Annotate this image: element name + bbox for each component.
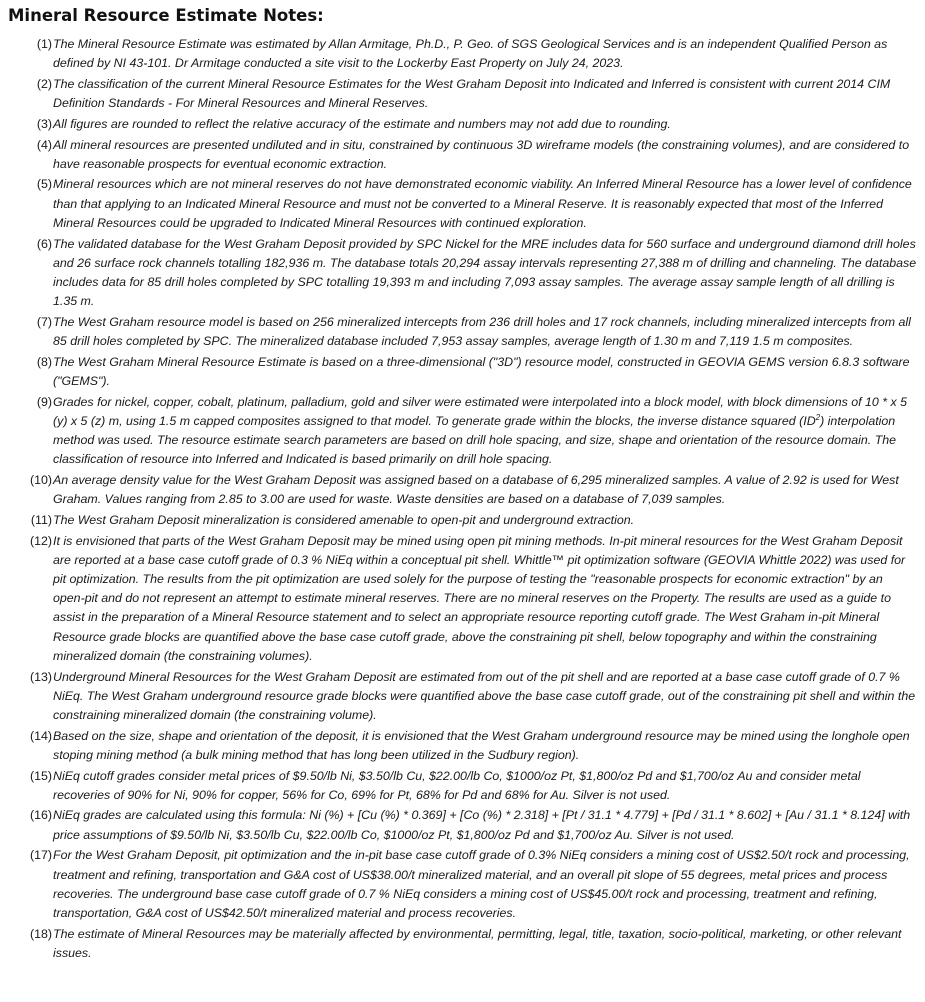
note-17 [8,846,917,923]
note-number: (17) [29,848,52,863]
note-text: NiEq cutoff grades consider metal prices of $9.50/lb Ni, $3.50/lb Cu, $22.00/lb Co, $1000/oz Pt, $1,800/oz Pd and $1,700/oz Au and consider metal recoveries of 90% for Ni, 90% for copper, 56% for Co, 69% for Pt, 68% for Pd and 68% for Au. Silver is not used. [53,768,861,802]
note-text: For the West Graham Deposit, pit optimization and the in-pit base case cutoff grade of 0.3% NiEq considers a mining cost of US$2.50/t rock and processing, treatment and refining, transportation and G&A cost of US$38.00/t mineralized material, and an overall pit slope of 55 degrees, metal prices and process recoveries. The underground base case cutoff grade of 0.7 % NiEq considers a mining cost of US$45.00/t rock and processing, treatment and refining, transportation, G&A cost of US$42.50/t mineralized material and process recoveries. [53,848,910,920]
note-text-part: ) interpolation method was used. The resource estimate search parameters are based on drill hole spacing, and size, shape and orientation of the resource domain. The classification of resource into Inferred and Indicated is based primarily on drill hole spacing. [53,413,897,467]
note-number: (18) [29,926,52,941]
note-number: (7) [36,314,52,329]
note-text: Based on the size, shape and orientation of the deposit, it is envisioned that the West Graham underground resource may be mined using the longhole open stoping mining method (a bulk mining method that has long been utilized in the Sudbury region). [53,728,910,762]
note-10 [8,471,917,509]
note-16 [8,806,917,844]
note-text: All mineral resources are presented undiluted and in situ, constrained by continuous 3D wireframe models (the constraining volumes), and are considered to have reasonable prospects for eventual economic extraction. [53,137,910,171]
note-number: (3) [36,116,52,131]
note-text-part: Grades for nickel, copper, cobalt, platinum, palladium, gold and silver were estimated were interpolated into a block model, with block dimensions of 10 * x 5 (y) x 5 (z) m, using 1.5 m capped composites assigned to that model. To generate grade within the blocks, the inverse distance squared (ID [53,394,908,428]
notes-list [8,35,917,963]
note-2 [8,75,917,113]
note-15 [8,767,917,805]
note-14 [8,727,917,765]
note-text [52,393,917,470]
note-text: The estimate of Mineral Resources may be materially affected by environmental, permitting, legal, title, taxation, socio-political, marketing, or other relevant issues. [53,926,902,960]
note-number: (15) [29,768,52,783]
note-9 [8,393,917,470]
note-number: (2) [36,76,52,91]
note-text: NiEq grades are calculated using this formula: Ni (%) + [Cu (%) * 0.369] + [Co (%) * 2.318] + [Pt / 31.1 * 4.779] + [Pd / 31.1 * 8.602] + [Au / 31.1 * 8.124] with price assumptions of $9.50/lb Ni, $3.50/lb Cu, $22.00/lb Co, $1000/oz Pt, $1,800/oz Pd and $1,700/oz Au. Silver is not used. [53,808,911,842]
note-number: (16) [29,808,52,823]
note-7 [8,313,917,351]
note-number: (5) [36,177,52,192]
note-text: It is envisioned that parts of the West Graham Deposit may be mined using open pit mining methods. In-pit mineral resources for the West Graham Deposit are reported at a base case cutoff grade of 0.3 % NiEq within a conceptual pit shell. Whittle™ pit optimization software (GEOVIA Whittle 2022) was used for pit optimization. The results from the pit optimization are used solely for the purpose of testing the "reasonable prospects for economic extraction" by an open-pit and do not represent an attempt to estimate mineral reserves. There are no mineral reserves on the Property. The results are used as a guide to assist in the preparation of a Mineral Resource statement and to select an appropriate resource reporting cutoff grade. The West Graham in-pit Mineral Resource grade blocks are quantified above the base case cutoff grade, above the constraining pit shell, below topography and within the constraining mineralized domain (the constraining volumes). [53,533,906,663]
note-8 [8,353,917,391]
note-text: The West Graham Mineral Resource Estimate is based on a three-dimensional ("3D") resource model, constructed in GEOVIA GEMS version 6.8.3 software ("GEMS"). [53,354,910,388]
note-text: The West Graham Deposit mineralization is considered amenable to open-pit and underground extraction. [53,512,635,527]
note-number: (14) [29,728,52,743]
note-number: (4) [36,137,52,152]
note-11 [8,511,917,530]
note-text: The Mineral Resource Estimate was estimated by Allan Armitage, Ph.D., P. Geo. of SGS Geological Services and is an independent Qualified Person as defined by NI 43-101. Dr Armitage conducted a site visit to the Lockerby East Property on July 24, 2023. [53,37,888,71]
note-number: (8) [36,354,52,369]
note-3 [8,115,917,134]
note-18 [8,925,917,963]
note-number: (10) [29,472,52,487]
superscript: 2 [815,412,821,422]
note-text: Mineral resources which are not mineral reserves do not have demonstrated economic viability. An Inferred Mineral Resource has a lower level of confidence than that applying to an Indicated Mineral Resource and must not be converted to a Mineral Reserve. It is reasonably expected that most of the Inferred Mineral Resources could be upgraded to Indicated Mineral Resources with continued exploration. [53,177,912,230]
note-text: An average density value for the West Graham Deposit was assigned based on a database of 6,295 mineralized samples. A value of 2.92 is used for West Graham. Values ranging from 2.85 to 3.00 are used for waste. Waste densities are based on a database of 7,039 samples. [53,472,899,507]
note-1 [8,35,917,73]
page-title: Mineral Resource Estimate Notes: [8,6,324,25]
note-number: (1) [36,37,52,51]
note-6 [8,235,917,312]
note-text: The West Graham resource model is based on 256 mineralized intercepts from 236 drill holes and 17 rock channels, including mineralized intercepts from all 85 drill holes completed by SPC. The mineralized database included 7,953 assay samples, average length of 1.30 m and 7,119 1.5 m composites. [53,314,911,349]
note-4 [8,136,917,174]
note-5 [8,175,917,233]
note-number: (6) [36,236,52,251]
note-number: (12) [29,533,52,548]
note-text: The validated database for the West Graham Deposit provided by SPC Nickel for the MRE includes data for 560 surface and underground diamond drill holes and 26 surface rock channels totalling 182,936 m. The database totals 20,294 assay intervals representing 27,388 m of drilling and channeling. The database includes data for 85 drill holes completed by SPC totalling 19,393 m and including 7,093 assay samples. The average assay sample length of all drilling is 1.35 m. [53,236,917,309]
note-text: All figures are rounded to reflect the relative accuracy of the estimate and numbers may not add due to rounding. [53,116,671,131]
note-number: (11) [30,512,52,527]
note-text: Underground Mineral Resources for the West Graham Deposit are estimated from out of the pit shell and are reported at a base case cutoff grade of 0.7 % NiEq. The West Graham underground resource grade blocks were quantified above the base case cutoff grade, out of the constraining pit shell and within the constraining mineralized domain (the constraining volume). [53,669,916,722]
note-13 [8,668,917,726]
note-number: (13) [29,669,52,684]
note-12 [8,532,917,666]
note-number: (9) [36,394,52,409]
note-text: The classification of the current Mineral Resource Estimates for the West Graham Deposit into Indicated and Inferred is consistent with current 2014 CIM Definition Standards - For Mineral Resources and Mineral Reserves. [53,76,891,111]
